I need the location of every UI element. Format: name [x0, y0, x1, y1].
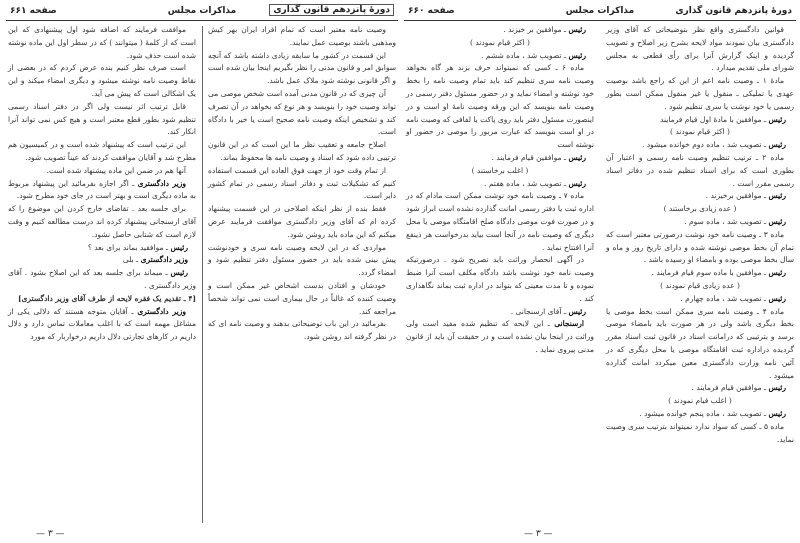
page-header: [6, 6, 398, 21]
paragraph: از تمام وقت خود از جهت فوق العاده این قسمت استفاده کنیم که تشکیلات ثبت و دفاتر اسناد رسمی در تمام کشور دایر است.: [208, 165, 396, 201]
paragraph: ماده ۳ ـ وصیت نامه خود نوشت درصورتی معتبر است که تمام آن بخط موصی نوشته شده و دارای تاریخ روز و ماه و سال بخط موصی بوده و بامضاء او رسیده باشد .: [606, 229, 794, 265]
paragraph: اصلاح جامعه و تعقیب نظر ما این است که در این قانون ترتیبی داده شود که اسناد و وصیت نامه ها محفوظ بماند.: [208, 140, 396, 162]
paragraph: ماده ۷ ـ وصیت نامه خود نوشت ممکن است مادام که در اداره ثبت یا دفتر رسمی امانت گذارده نشده است ابراز شود و در صورت فوت موصی دادگاه صلح اقامتگاه موصی یا محل دیگری که وصیت نامه در آنجا است بیاید بدرخواست هر ذینفع آنرا افتتاح نماید .: [406, 191, 594, 252]
speaker-line: رئیس ـ تصویب شد ، ماده هفتم .: [484, 178, 586, 188]
speaker-line: رئیس ـ میماند برای جلسه بعد که این اصلاح بشود . آقای وزیر دادگستری .: [8, 268, 196, 290]
speaker-line: رئیس ـ تصویب شد ، ماده دوم خوانده میشود .: [641, 140, 786, 150]
paragraph: بفرمائید در این باب توضیحاتی بدهند و وصیت نامه ای که در نظر گرفته اند روشن شود.: [208, 319, 396, 342]
page-header: [404, 6, 796, 21]
paragraph: قوانین دادگستری واقع نظر بتوضیحاتی که آقای وزیر دادگستری بیان نمودند مواد لایحه بشرح زیر اصلاح و تصویب گردیده و اینک گزارش آنرا برای رأی قطعی به مجلس شورای ملی تقدیم میدارد .: [606, 25, 794, 73]
text-column-left: [406, 24, 594, 357]
paragraph: ارسنجانی ـ این لایحه که تنظیم شده مفید است ولی وراثت در اینجا بیان نشده است و در حقیقت آن باید از قانون مدنی پیروی نماید .: [406, 319, 594, 354]
speaker-line: رئیس ـ موافقین بر خیزند .: [503, 25, 586, 34]
text-column-right: [606, 24, 794, 446]
header-page-number: صفحه ۶۶۰: [408, 6, 455, 16]
speaker-line: رئیس ـ تصویب شد ، ماده سوم .: [684, 216, 786, 226]
speaker-line: رئیس ـ موافقین با مادهٔ اول قیام فرمایند: [660, 114, 786, 124]
paragraph: آنها هم در ضمن این ماده پیشنهاد شده است.: [46, 165, 186, 175]
vote-note: ( اکثر قیام نمودند ): [470, 37, 530, 47]
paragraph: برای جلسه بعد . تقاضای خارج کردن این موضوع را که آقای ارسنجانی پیشنهاد کرده اند درست مطالعه کنیم و وقت لازم است که شتابی حاصل نشود.: [8, 204, 196, 239]
speaker-line: رئیس ـ تصویب شد ، ماده پنجم خوانده میشود .: [639, 408, 786, 418]
speaker-line: رئیس ـ آقای ارسنجانی .: [510, 306, 586, 316]
paragraph: مواردی که در این لایحه وصیت نامه سری و خودنوشت پیش بینی شده باید در حضور مسئول دفتر تنظیم شود و امضاء گردد.: [208, 242, 396, 278]
paragraph: این قسمت در کشور ما سابقه زیادی داشته باشد که آنچه سوابق امر و قانون مدنی را نظر بگیریم اینجا بیان شده است و اگر قانونی نوشته شود ملاک عمل باشد.: [208, 50, 396, 86]
paragraph: ماده ۴ ـ وصیت نامه سری ممکن است بخط موصی یا بخط دیگری باشد ولی در هر صورت باید بامضاء موصی برسد و بترتیبی که درامانت اسناد در قانون ثبت اسناد مقرر گردیده دراداره ثبت اقامتگاه موصی یا محل دیگری که در آئین نامه وزارت دادگستری معین میکردد امانت گذارده میشود .: [606, 306, 794, 380]
paragraph: آن چیزی که در قانون مدنی آمده است شخص موصی می تواند وصیت خود را بنویسد و هر نوع که بخواهد در آن تصرف کند و تشخیص اینکه وصیت نامه صحیح است یا خیر با دادگاه است.: [208, 88, 396, 137]
speaker-line: رئیس ـ تصویب شد ، ماده ششم .: [481, 50, 586, 60]
paragraph: فقط بنده از نظر اینکه اصلاحی در این قسمت پیشنهاد کرده ام که آقای وزیر دادگستری موافقت فرمایند عرض میکنم که این ماده باید روشن شود.: [208, 204, 396, 239]
right-page: [404, 0, 796, 543]
speaker-line: رئیس ـ موافقین برخیزند .: [705, 191, 786, 201]
vote-note: ( اغلب قیام نمودند ): [668, 396, 732, 406]
header-session: مذاکرات مجلس: [167, 6, 237, 16]
header-session: مذاکرات مجلس: [565, 6, 635, 16]
speaker-line: وزیر دادگستری ـ بلی: [122, 255, 188, 265]
paragraph: است صرف نظر کنیم بنده عرض کردم که در بعضی از نقاط وصیت نامه نوشته میشود و دیگری امضاء میکند و این یک اشکالی است که پیش می آید.: [8, 63, 196, 98]
column-divider: [202, 26, 203, 523]
paragraph: موافقت فرمایند که اضافه شود اول پیشنهادی که این است که از کلمهٔ ( میتوانند ) که در سطر اول این ماده نوشته شده است حذف شود.: [8, 25, 196, 60]
section-heading: [۴ ـ تقدیم یک فقره لایحه از طرف آقای وزیر دادگستری]: [18, 293, 196, 303]
speaker-line: رئیس ـ موافقین قیام فرمایند .: [691, 383, 786, 393]
page-footer: — ۳ —: [524, 529, 553, 539]
speaker-line: رئیس ـ موافقین با ماده سوم قیام فرمایند .: [651, 268, 786, 278]
paragraph: این ترتیب است که پیشنهاد شده است و در کمیسیون هم مطرح شد و آقایان موافقت کردند که عیناً تصویب شود.: [8, 140, 196, 162]
paragraph: ماده ۵ ـ کسی که سواد ندارد نمیتواند بترتیب سری وصیت نماید.: [606, 421, 794, 444]
paragraph: وزیر دادگستری ـ آقایان متوجه هستند که دلالی یکی از مشاغل مهمه است که با اغلب معاملات تماس دارد و دلال داریم در کارهای تجارتی دلال داریم درخواربار که مورد: [8, 306, 196, 342]
speaker-line: رئیس ـ تصویب شد ، ماده چهارم .: [680, 293, 786, 303]
left-page: [6, 0, 398, 543]
text-column-left: [8, 24, 196, 344]
paragraph: قابل ترتیب اثر نیست ولی اگر در دفتر اسناد رسمی تنظیم شود بطور قطع معتبر است و هیچ کس نمی تواند آنرا انکار کند.: [8, 101, 196, 137]
paragraph: در آگهی انحصار وراثت باید تصریح شود . درصورتیکه وصیت نامه خود نوشت باشد دادگاه مکلف است آنرا ضبط نموده و تا مدت معینی که بتواند در اداره ثبت بماند نگاهداری کند .: [406, 255, 594, 303]
vote-note: ( اکثر قیام نمودند ): [670, 127, 730, 137]
paragraph: خودشان و افتادن بدست اشخاص غیر ممکن است و وصیت کننده که غالباً در حال بیماری است نمی تواند شخصاً مراجعه کند.: [208, 280, 396, 316]
page-footer: — ۳ —: [36, 529, 65, 539]
speaker-line: رئیس ـ موافقید بماند برای بعد ؟: [87, 242, 188, 252]
vote-note: ( عده زیادی قیام نمودند ): [660, 280, 740, 290]
vote-note: ( اغلب برخاستند ): [471, 165, 529, 175]
paragraph: ماده ۲ ـ ترتیب تنظیم وصیت نامه رسمی و اعتبار آن بطوری است که برای اسناد تنظیم شده در دفاتر اسناد رسمی مقرر است .: [606, 152, 794, 188]
header-page-number: صفحه ۶۶۱: [10, 6, 57, 16]
paragraph: وصیت نامه معتبر است که تمام افراد ایران بهر کیش ومذهبی باشند بوصیت عمل نمایند.: [208, 25, 396, 47]
vote-note: ( عده زیادی برخاستند ): [663, 204, 737, 214]
speaker-line: رئیس ـ موافقین قیام فرمایند .: [491, 152, 586, 162]
header-title: دورهٔ پانزدهم قانون گذاری: [269, 4, 394, 16]
paragraph: وزیر دادگستری ـ اگر اجازه بفرمائید این پیشنهاد مربوط به ماده دیگری است و بهتر است در جای خود مطرح شود.: [8, 178, 196, 201]
text-column-right: [208, 24, 396, 344]
paragraph: مادهٔ ۱ ـ وصیت نامه اعم از این که راجع باشد بوصیت عهدی یا تملیکی ـ منقول یا غیر منقول ممکن است بطور رسمی یا خود نوشت یا سری تنظیم شود .: [606, 76, 794, 111]
header-title: دورهٔ پانزدهم قانون گذاری: [675, 6, 792, 16]
paragraph: ماده ۶ ـ کسی که نمیتواند حرف بزند هر گاه بخواهد وصیت نامه سری تنظیم کند باید تمام وصیت نامه را بخط خود نوشته و امضاء نماید و در حضور مسئول دفتر رسمی در وصیت نامه بنویسد که این ورقه وصیت نامهٔ او است و در اینصورت مسئول دفتر باید روی پاکت یا لفافی که وصیت نامه در او است بنویسد که عبارت مزبور را موصی در حضور او نوشته است: [406, 63, 594, 150]
